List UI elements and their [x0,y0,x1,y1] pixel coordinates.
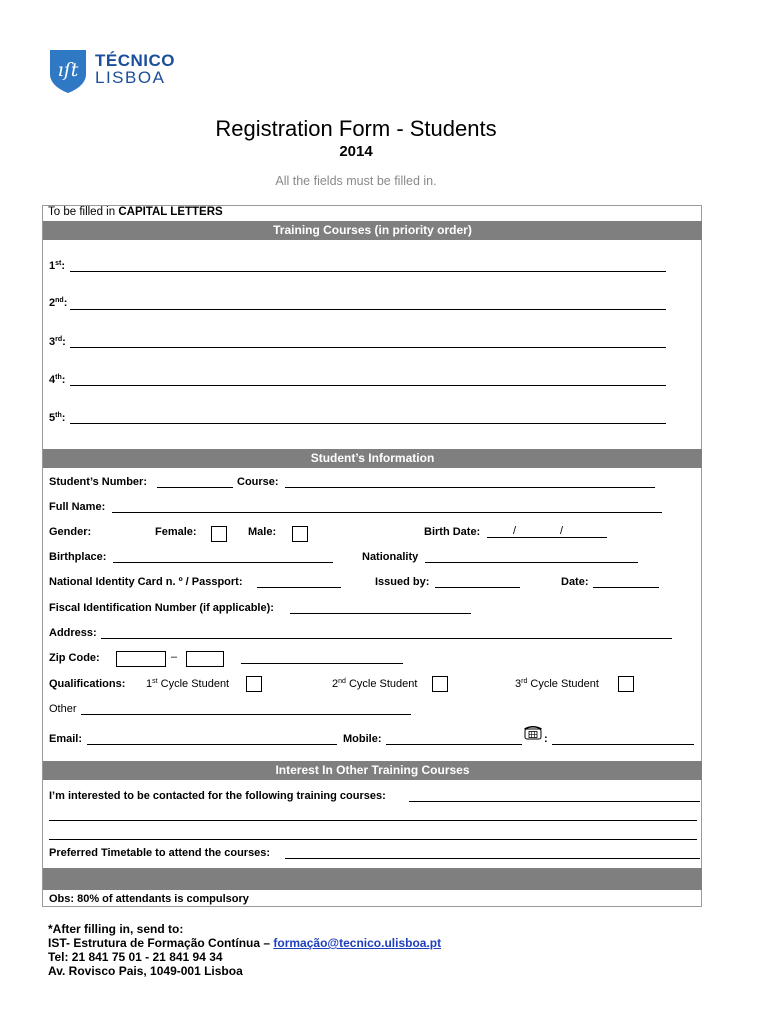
fiscal-number-field[interactable] [290,613,471,614]
timetable-label: Preferred Timetable to attend the courses: [49,847,271,859]
female-label: Female: [155,526,197,538]
obs-bar [43,868,702,890]
mobile-label: Mobile: [343,733,382,745]
course-priority-2-label: 2nd: [49,297,68,309]
course-field[interactable] [285,487,655,488]
qualifications-label: Qualifications: [49,678,126,690]
birthplace-field[interactable] [113,562,333,563]
issued-by-label: Issued by: [375,576,430,588]
zip-code-field-1[interactable] [116,651,166,667]
logo-text [95,52,175,86]
cycle-2-checkbox[interactable] [432,676,448,692]
birthplace-label: Birthplace: [49,551,107,563]
form-year: 2014 [339,143,373,160]
form-title: Registration Form - Students [215,116,497,141]
birth-date-sep-2: / [560,525,564,537]
logo-line2: LISBOA [95,68,166,87]
tecnico-logo [48,48,178,96]
other-field[interactable] [81,714,411,715]
birth-date-label: Birth Date: [424,526,481,538]
nationality-label: Nationality [362,551,419,563]
training-courses-heading: Training Courses (in priority order) [43,221,702,240]
cycle-2-label: 2nd Cycle Student [332,678,418,690]
course-priority-3-field[interactable] [70,347,666,348]
footer-organization: IST- Estrutura de Formação Contínua – formação@tecnico.ulisboa.pt [48,936,442,950]
birth-date-sep-1: / [513,525,517,537]
zip-code-label: Zip Code: [49,652,100,664]
gender-label: Gender: [49,526,92,538]
email-field[interactable] [87,744,337,745]
instruction-emphasis: CAPITAL LETTERS [118,206,223,218]
fiscal-number-label: Fiscal Identification Number (if applicable): [49,602,274,614]
mobile-field[interactable] [386,744,522,745]
footer-address: Av. Rovisco Pais, 1049-001 Lisboa [48,964,243,978]
capital-instruction [48,206,223,218]
contact-courses-label: I’m interested to be contacted for the following training courses: [49,790,386,802]
date-label: Date: [561,576,589,588]
course-label: Course: [237,476,279,488]
course-priority-1-label: 1st: [49,260,66,272]
form-note: All the fields must be filled in. [275,174,437,188]
telephone-icon [524,726,542,740]
date-field[interactable] [593,587,659,588]
birth-date-field[interactable] [487,537,607,538]
svg-text:ıſt: ıſt [57,59,79,81]
male-checkbox[interactable] [292,526,308,542]
logo-line1: TÉCNICO [95,51,175,70]
zip-locality-field[interactable] [241,663,403,664]
other-label: Other [49,703,77,715]
full-name-field[interactable] [112,512,662,513]
id-passport-label: National Identity Card n. º / Passport: [49,576,243,588]
contact-courses-field-1[interactable] [409,801,700,802]
cycle-3-label: 3rd Cycle Student [515,678,599,690]
course-priority-5-field[interactable] [70,423,666,424]
male-label: Male: [248,526,277,538]
interest-heading: Interest In Other Training Courses [43,761,702,780]
zip-code-field-2[interactable] [186,651,224,667]
cycle-1-label: 1st Cycle Student [146,678,230,690]
address-field[interactable] [101,638,672,639]
footer-email-link[interactable]: formação@tecnico.ulisboa.pt [273,936,442,950]
female-checkbox[interactable] [211,526,227,542]
full-name-label: Full Name: [49,501,106,513]
timetable-field[interactable] [285,858,700,859]
course-priority-4-field[interactable] [70,385,666,386]
obs-note: Obs: 80% of attendants is compulsory [49,893,249,905]
course-priority-3-label: 3rd: [49,336,66,348]
footer-send-to: *After filling in, send to: [48,922,184,936]
course-priority-2-field[interactable] [70,309,666,310]
course-priority-5-label: 5th: [49,412,66,424]
instruction-prefix: To be filled in [48,206,119,218]
issued-by-field[interactable] [435,587,520,588]
student-info-heading: Student’s Information [43,449,702,468]
contact-courses-field-2[interactable] [49,820,697,821]
email-label: Email: [49,733,83,745]
address-label: Address: [49,627,97,639]
phone-colon: : [544,733,548,745]
cycle-3-checkbox[interactable] [618,676,634,692]
footer-phone: Tel: 21 841 75 01 - 21 841 94 34 [48,950,223,964]
id-passport-field[interactable] [257,587,341,588]
course-priority-4-label: 4th: [49,374,66,386]
contact-courses-field-3[interactable] [49,839,697,840]
nationality-field[interactable] [425,562,638,563]
zip-code-separator: – [171,651,178,663]
cycle-1-checkbox[interactable] [246,676,262,692]
student-number-label: Student’s Number: [49,476,147,488]
phone-field[interactable] [552,744,694,745]
student-number-field[interactable] [157,487,233,488]
course-priority-1-field[interactable] [70,271,666,272]
ist-shield-icon [48,48,88,94]
